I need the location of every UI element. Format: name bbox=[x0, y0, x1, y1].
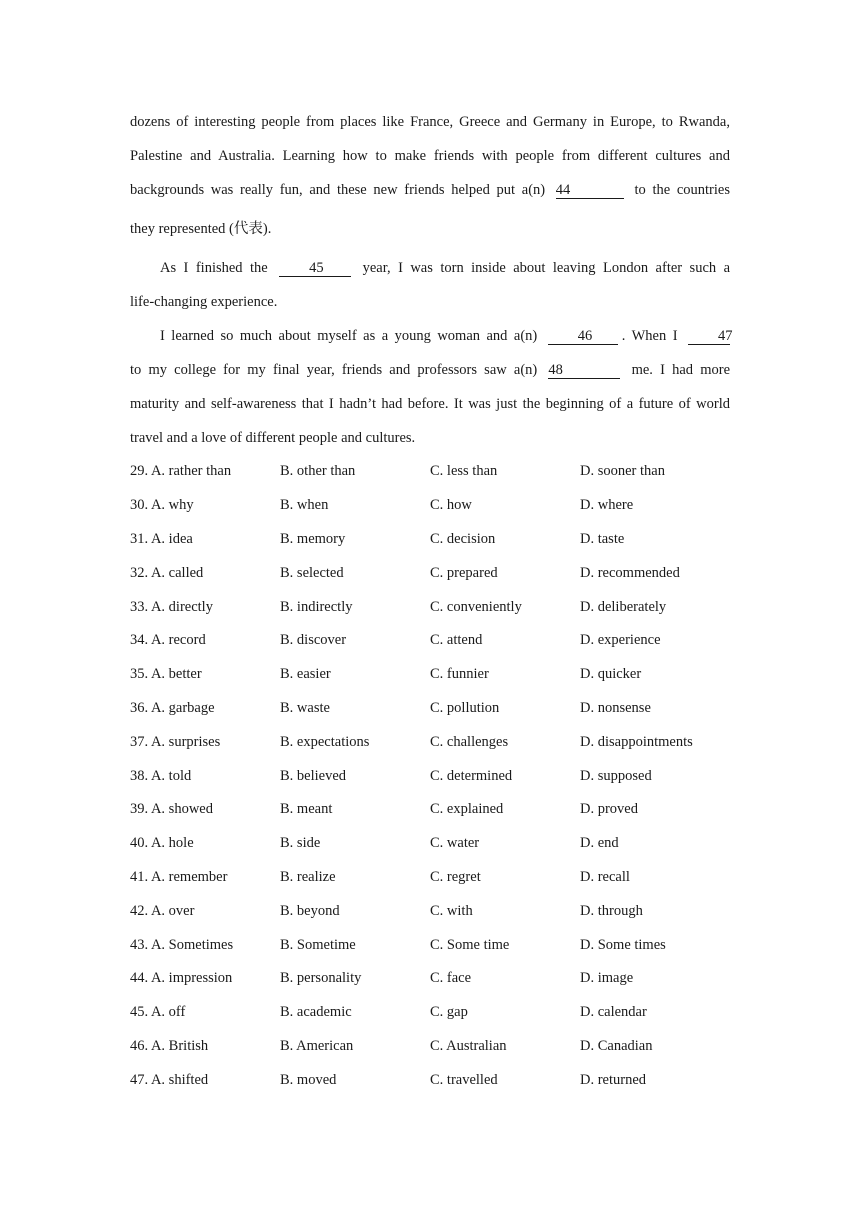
option-c: C. prepared bbox=[430, 564, 498, 581]
blank-48: 48 bbox=[548, 362, 620, 379]
option-d: D. end bbox=[580, 835, 619, 852]
option-b: B. when bbox=[280, 497, 329, 514]
option-c: C. face bbox=[430, 970, 472, 987]
paragraph-3-line-3 bbox=[130, 387, 730, 421]
blank-45: 45 bbox=[279, 260, 351, 277]
option-row bbox=[130, 523, 730, 557]
option-a: 39. A. showed bbox=[130, 801, 213, 818]
blank-47: 47 bbox=[688, 328, 730, 345]
paragraph-1-line-1 bbox=[130, 105, 730, 139]
option-row bbox=[130, 489, 730, 523]
paragraph-2-line-2 bbox=[130, 285, 730, 319]
option-c: C. pollution bbox=[430, 699, 500, 716]
option-a: 38. A. told bbox=[130, 767, 192, 784]
option-c: C. less than bbox=[430, 463, 498, 480]
option-row bbox=[130, 827, 730, 861]
option-c: C. gap bbox=[430, 1004, 468, 1021]
paragraph-3-line-4 bbox=[130, 421, 730, 455]
option-row bbox=[130, 624, 730, 658]
option-a: 37. A. surprises bbox=[130, 733, 221, 750]
paragraph-text: I learned so much about myself as a young woman and a(n) bbox=[160, 328, 538, 344]
option-c: C. explained bbox=[430, 801, 504, 818]
option-a: 32. A. called bbox=[130, 564, 204, 581]
option-a: 47. A. shifted bbox=[130, 1071, 209, 1088]
option-d: D. recommended bbox=[580, 564, 680, 581]
option-row bbox=[130, 658, 730, 692]
option-row bbox=[130, 793, 730, 827]
option-row bbox=[130, 455, 730, 489]
option-b: B. expectations bbox=[280, 733, 370, 750]
option-c: C. conveniently bbox=[430, 598, 522, 615]
option-b: B. indirectly bbox=[280, 598, 353, 615]
blank-44: 44 bbox=[556, 182, 624, 199]
option-c: C. regret bbox=[430, 868, 481, 885]
option-a: 40. A. hole bbox=[130, 835, 194, 852]
option-b: B. easier bbox=[280, 666, 331, 683]
paragraph-2-line-1 bbox=[130, 251, 730, 285]
option-b: B. moved bbox=[280, 1071, 337, 1088]
option-row bbox=[130, 759, 730, 793]
option-a: 36. A. garbage bbox=[130, 699, 215, 716]
paragraph-text: me. I had more bbox=[631, 362, 731, 378]
answer-options bbox=[130, 455, 730, 1097]
option-d: D. recall bbox=[580, 868, 630, 885]
option-row bbox=[130, 928, 730, 962]
option-b: B. believed bbox=[280, 767, 347, 784]
paragraph-text: to my college for my final year, friends and professors saw a(n) bbox=[130, 362, 538, 378]
option-d: D. Canadian bbox=[580, 1037, 653, 1054]
paragraph-1-line-3 bbox=[130, 173, 730, 207]
option-b: B. academic bbox=[280, 1004, 352, 1021]
option-row bbox=[130, 590, 730, 624]
option-d: D. proved bbox=[580, 801, 638, 818]
option-a: 34. A. record bbox=[130, 632, 206, 649]
paragraph-text: they represented (代表). bbox=[130, 221, 272, 237]
option-row bbox=[130, 692, 730, 726]
option-a: 35. A. better bbox=[130, 666, 202, 683]
option-b: B. realize bbox=[280, 868, 336, 885]
paragraph-1-line-4 bbox=[130, 207, 730, 251]
document-page bbox=[130, 105, 733, 1097]
option-a: 43. A. Sometimes bbox=[130, 936, 234, 953]
paragraph-text: maturity and self-awareness that I hadn’t had before. It was just the beginning of a future of world bbox=[130, 396, 730, 412]
paragraph-text: to the countries bbox=[634, 182, 730, 198]
option-c: C. attend bbox=[430, 632, 483, 649]
option-d: D. taste bbox=[580, 530, 625, 547]
option-d: D. where bbox=[580, 497, 634, 514]
option-a: 30. A. why bbox=[130, 497, 194, 514]
option-row bbox=[130, 962, 730, 996]
option-c: C. Australian bbox=[430, 1037, 507, 1054]
option-a: 44. A. impression bbox=[130, 970, 233, 987]
option-b: B. side bbox=[280, 835, 321, 852]
option-c: C. travelled bbox=[430, 1071, 498, 1088]
option-c: C. funnier bbox=[430, 666, 489, 683]
option-d: D. Some times bbox=[580, 936, 666, 953]
option-row bbox=[130, 996, 730, 1030]
option-c: C. how bbox=[430, 497, 472, 514]
paragraph-3-line-2 bbox=[130, 353, 730, 387]
option-row bbox=[130, 1030, 730, 1064]
option-d: D. deliberately bbox=[580, 598, 667, 615]
option-a: 42. A. over bbox=[130, 902, 195, 919]
paragraph-text: year, I was torn inside about leaving London after such a bbox=[362, 260, 731, 276]
option-row bbox=[130, 1063, 730, 1097]
option-a: 33. A. directly bbox=[130, 598, 213, 615]
option-b: B. discover bbox=[280, 632, 347, 649]
option-d: D. supposed bbox=[580, 767, 652, 784]
paragraph-text: backgrounds was really fun, and these new friends helped put a(n) bbox=[130, 182, 546, 198]
option-row bbox=[130, 861, 730, 895]
option-d: D. returned bbox=[580, 1071, 647, 1088]
option-b: B. meant bbox=[280, 801, 333, 818]
option-a: 41. A. remember bbox=[130, 868, 228, 885]
option-b: B. American bbox=[280, 1037, 354, 1054]
option-d: D. calendar bbox=[580, 1004, 647, 1021]
option-d: D. through bbox=[580, 902, 643, 919]
option-c: C. challenges bbox=[430, 733, 509, 750]
option-b: B. beyond bbox=[280, 902, 340, 919]
option-b: B. other than bbox=[280, 463, 356, 480]
option-a: 29. A. rather than bbox=[130, 463, 232, 480]
option-d: D. nonsense bbox=[580, 699, 651, 716]
paragraph-3-line-1 bbox=[130, 319, 733, 353]
option-b: B. Sometime bbox=[280, 936, 356, 953]
paragraph-text: As I finished the bbox=[160, 260, 268, 276]
paragraph-text: dozens of interesting people from places like France, Greece and Germany in Europe, to Rwanda, bbox=[130, 114, 730, 130]
blank-46: 46 bbox=[548, 328, 618, 345]
option-c: C. Some time bbox=[430, 936, 510, 953]
option-d: D. disappointments bbox=[580, 733, 693, 750]
option-a: 31. A. idea bbox=[130, 530, 193, 547]
option-c: C. water bbox=[430, 835, 480, 852]
option-c: C. determined bbox=[430, 767, 513, 784]
paragraph-text: . When I bbox=[621, 328, 678, 344]
option-row bbox=[130, 725, 730, 759]
option-b: B. memory bbox=[280, 530, 346, 547]
option-d: D. quicker bbox=[580, 666, 642, 683]
option-d: D. experience bbox=[580, 632, 661, 649]
paragraph-text: travel and a love of different people and cultures. bbox=[130, 430, 416, 446]
option-a: 46. A. British bbox=[130, 1037, 209, 1054]
option-b: B. selected bbox=[280, 564, 344, 581]
option-a: 45. A. off bbox=[130, 1004, 186, 1021]
option-b: B. waste bbox=[280, 699, 330, 716]
option-d: D. sooner than bbox=[580, 463, 665, 480]
option-row bbox=[130, 556, 730, 590]
option-b: B. personality bbox=[280, 970, 362, 987]
option-d: D. image bbox=[580, 970, 634, 987]
paragraph-text: life-changing experience. bbox=[130, 294, 278, 310]
paragraph-text: Palestine and Australia. Learning how to make friends with people from different cultures and bbox=[130, 148, 730, 164]
option-c: C. with bbox=[430, 902, 473, 919]
option-c: C. decision bbox=[430, 530, 496, 547]
option-row bbox=[130, 894, 730, 928]
paragraph-1-line-2 bbox=[130, 139, 730, 173]
